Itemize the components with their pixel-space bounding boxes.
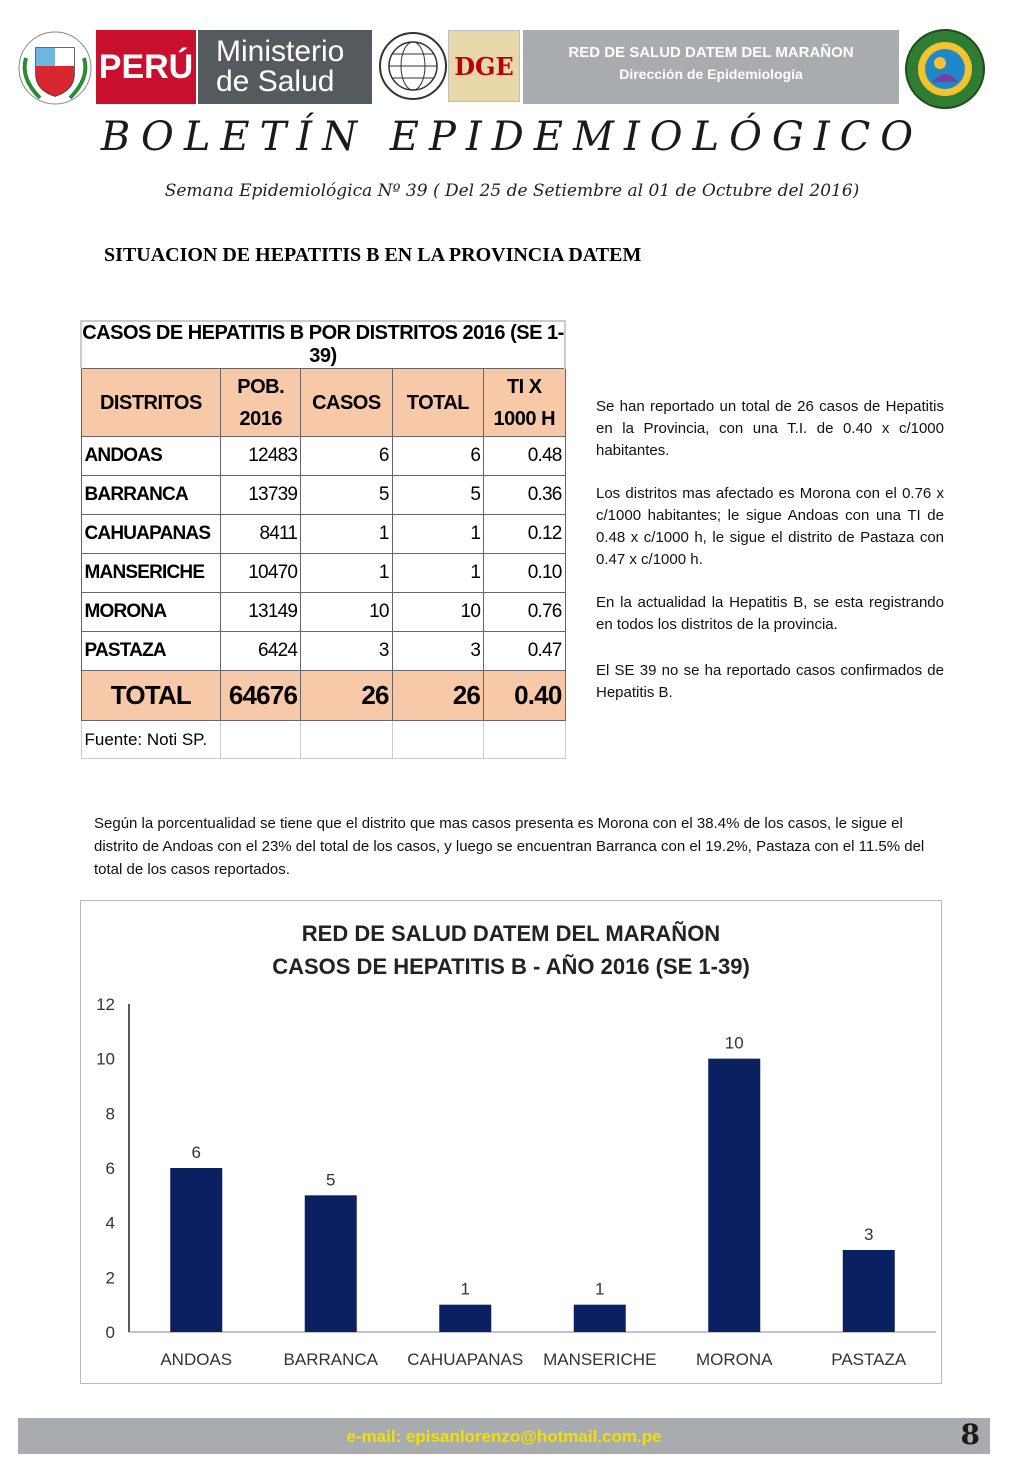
table-source-row bbox=[81, 721, 565, 759]
table-row bbox=[81, 554, 565, 593]
district-name: ANDOAS bbox=[81, 437, 221, 476]
incidence-rate: 0.76 bbox=[484, 593, 565, 632]
total-total: 26 bbox=[392, 671, 483, 721]
cases: 10 bbox=[301, 593, 393, 632]
summary-paragraph-3: En la actualidad la Hepatitis B, se esta registrando en todos los distritos de la provincia. bbox=[596, 594, 944, 633]
total: 6 bbox=[392, 437, 483, 476]
footer-bar bbox=[18, 1418, 990, 1454]
bar bbox=[708, 1059, 760, 1332]
table-row bbox=[81, 632, 565, 671]
epidemiological-week: Semana Epidemiológica Nº 39 ( Del 25 de Setiembre al 01 de Octubre del 2016) bbox=[164, 181, 860, 201]
total: 1 bbox=[392, 554, 483, 593]
y-tick-label: 4 bbox=[105, 1213, 115, 1233]
incidence-rate: 0.10 bbox=[484, 554, 565, 593]
summary-paragraph-1: Se han reportado un total de 26 casos de Hepatitis en la Provincia, con una T.I. de 0.40 x c/1000 habitantes. bbox=[596, 398, 944, 459]
x-tick-label: MANSERICHE bbox=[543, 1350, 657, 1369]
coat-of-arms-logo bbox=[14, 28, 96, 108]
incidence-rate: 0.12 bbox=[484, 515, 565, 554]
bar-value-label: 6 bbox=[191, 1143, 201, 1162]
y-tick-label: 12 bbox=[96, 995, 115, 1014]
footer-email: e-mail: episanlorenzo@hotmail.com.pe bbox=[346, 1427, 662, 1446]
table-row bbox=[81, 437, 565, 476]
table-header-row bbox=[81, 369, 565, 437]
ministry-label-line1: Ministerio bbox=[216, 35, 345, 68]
header-total: TOTAL bbox=[392, 369, 483, 437]
incidence-rate: 0.48 bbox=[484, 437, 565, 476]
cases: 5 bbox=[301, 476, 393, 515]
percentage-paragraph: Según la porcentualidad se tiene que el distrito que mas casos presenta es Morona con el 38.4% de los casos, le sigue el distrito de Andoas con el 23% del total de los casos, y luego se encuentran Barranca con el 19.2%, Pastaza con el 11.5% del total de los casos reportados. bbox=[94, 815, 925, 878]
population: 8411 bbox=[221, 515, 301, 554]
bar-value-label: 1 bbox=[460, 1279, 470, 1299]
hepatitis-cases-table bbox=[80, 320, 566, 759]
bar-value-label: 3 bbox=[864, 1225, 874, 1244]
header-ti bbox=[484, 369, 565, 437]
hepatitis-bar-chart bbox=[80, 900, 942, 1384]
total: 1 bbox=[392, 515, 483, 554]
dge-logo bbox=[448, 30, 520, 102]
table-row bbox=[81, 476, 565, 515]
bar-value-label: 10 bbox=[724, 1033, 744, 1053]
population: 6424 bbox=[221, 632, 301, 671]
datem-network-logo bbox=[904, 28, 986, 110]
district-name: CAHUAPANAS bbox=[81, 515, 221, 554]
bar bbox=[439, 1305, 491, 1332]
chart-title: RED DE SALUD DATEM DEL MARAÑON bbox=[301, 921, 721, 946]
chart-canvas bbox=[81, 901, 941, 1383]
bar bbox=[305, 1195, 357, 1332]
cases: 6 bbox=[301, 437, 393, 476]
population: 13739 bbox=[221, 476, 301, 515]
x-tick-label: ANDOAS bbox=[160, 1350, 233, 1369]
total: 10 bbox=[392, 593, 483, 632]
population: 10470 bbox=[221, 554, 301, 593]
y-tick-label: 8 bbox=[105, 1104, 115, 1124]
total: 3 bbox=[392, 632, 483, 671]
table-source: Fuente: Noti SP. bbox=[81, 721, 221, 759]
x-tick-label: CAHUAPANAS bbox=[407, 1350, 524, 1369]
header-casos: CASOS bbox=[301, 369, 393, 437]
empty-cell bbox=[301, 721, 393, 759]
table-total-row bbox=[81, 671, 565, 721]
y-tick-label: 2 bbox=[105, 1268, 115, 1288]
peru-logo bbox=[96, 30, 196, 104]
empty-cell bbox=[221, 721, 301, 759]
header-distritos: DISTRITOS bbox=[81, 369, 221, 437]
network-name: RED DE SALUD DATEM DEL MARAÑON bbox=[568, 44, 854, 61]
peru-label: PERÚ bbox=[98, 47, 194, 86]
header-ti-line2: 1000 H bbox=[493, 407, 556, 430]
district-name: MORONA bbox=[81, 593, 221, 632]
network-header-box bbox=[523, 30, 899, 104]
bar bbox=[843, 1250, 895, 1332]
table-caption: CASOS DE HEPATITIS B POR DISTRITOS 2016 (SE 1-39) bbox=[82, 322, 564, 367]
renace-logo bbox=[378, 28, 448, 104]
incidence-rate: 0.36 bbox=[484, 476, 565, 515]
x-tick-label: MORONA bbox=[696, 1350, 773, 1369]
bar-value-label: 5 bbox=[326, 1170, 336, 1190]
y-tick-label: 10 bbox=[96, 1049, 115, 1069]
bar bbox=[574, 1305, 626, 1332]
district-name: MANSERICHE bbox=[81, 554, 221, 593]
header-ti-line1: TI X bbox=[506, 375, 542, 398]
total-cases: 26 bbox=[301, 671, 393, 721]
cases: 1 bbox=[301, 554, 393, 593]
dge-label: DGE bbox=[454, 51, 514, 81]
summary-paragraph-2: Los distritos mas afectado es Morona con el 0.76 x c/1000 habitantes; le sigue Andoas con una TI de 0.48 x c/1000 h, le sigue el distrito de Pastaza con 0.47 x c/1000 h. bbox=[596, 485, 944, 568]
table-row bbox=[81, 515, 565, 554]
page-number: 8 bbox=[960, 1418, 980, 1451]
cases: 3 bbox=[301, 632, 393, 671]
total-population: 64676 bbox=[221, 671, 301, 721]
bar-value-label: 1 bbox=[595, 1279, 605, 1299]
total-incidence-rate: 0.40 bbox=[484, 671, 565, 721]
table-row bbox=[81, 593, 565, 632]
district-name: PASTAZA bbox=[81, 632, 221, 671]
header-pob bbox=[221, 369, 301, 437]
empty-cell bbox=[484, 721, 565, 759]
summary-paragraph-4: El SE 39 no se ha reportado casos confirmados de Hepatitis B. bbox=[596, 662, 944, 701]
section-title: SITUACION DE HEPATITIS B EN LA PROVINCIA DATEM bbox=[104, 244, 642, 266]
ministry-logo bbox=[198, 30, 372, 104]
header-pob-line2: 2016 bbox=[239, 407, 282, 430]
x-tick-label: PASTAZA bbox=[831, 1350, 907, 1369]
y-tick-label: 0 bbox=[105, 1323, 115, 1342]
incidence-rate: 0.47 bbox=[484, 632, 565, 671]
chart-subtitle: CASOS DE HEPATITIS B - AÑO 2016 (SE 1-39) bbox=[272, 954, 750, 979]
ministry-label-line2: de Salud bbox=[216, 65, 335, 98]
header-pob-line1: POB. bbox=[237, 375, 285, 398]
cases: 1 bbox=[301, 515, 393, 554]
district-name: BARRANCA bbox=[81, 476, 221, 515]
bulletin-title: BOLETÍN EPIDEMIOLÓGICO bbox=[100, 114, 924, 160]
total: 5 bbox=[392, 476, 483, 515]
y-tick-label: 6 bbox=[105, 1159, 115, 1178]
total-label: TOTAL bbox=[81, 671, 221, 721]
x-tick-label: BARRANCA bbox=[283, 1350, 378, 1369]
network-department: Dirección de Epidemiología bbox=[619, 66, 803, 82]
empty-cell bbox=[392, 721, 483, 759]
bar bbox=[170, 1168, 222, 1332]
population: 13149 bbox=[221, 593, 301, 632]
population: 12483 bbox=[221, 437, 301, 476]
